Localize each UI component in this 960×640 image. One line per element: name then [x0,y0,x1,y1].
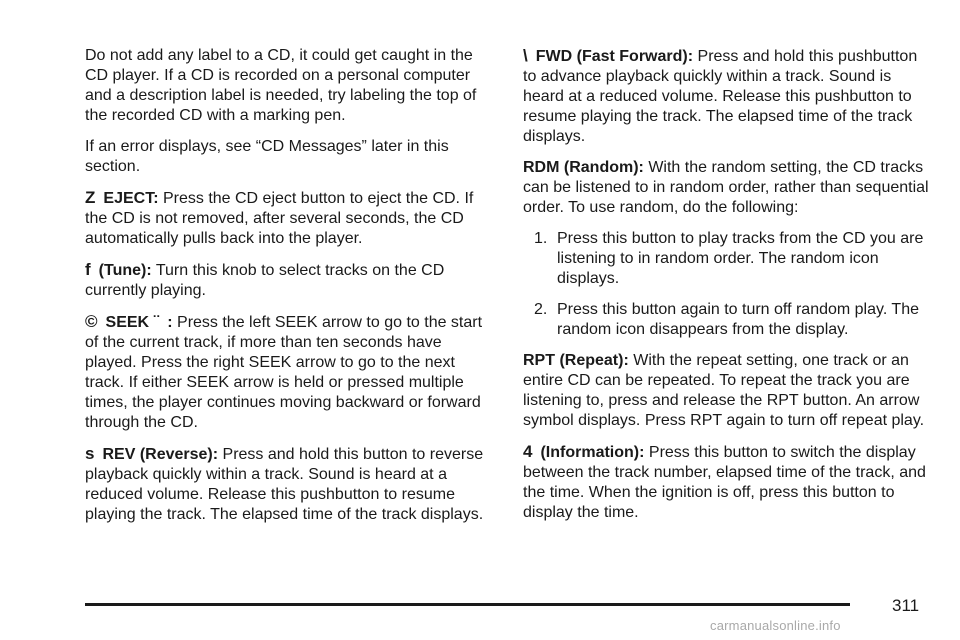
seek-left-icon: © [85,312,98,331]
watermark: carmanualsonline.info [710,618,841,633]
seek-colon: : [167,314,173,331]
tune-text: Turn this knob to select tracks on the CD currently playing. [85,262,445,299]
seek-label: SEEK [105,314,150,331]
cd-label-paragraph: Do not add any label to a CD, it could get caught in the CD player. If a CD is recorded on a personal computer and a description label is needed, try labeling the top of the recorded CD with a marking pen. [85,47,477,124]
fast-forward-icon: \ [523,46,528,65]
list-item [523,300,933,340]
step-text: Press this button again to turn off random play. The random icon disappears from the display. [557,301,919,338]
eject-text: Press the CD eject button to eject the CD. If the CD is not removed, after several seconds, the CD automatically pulls back into the player. [85,190,474,247]
info-label: (Information): [540,444,645,461]
eject-paragraph [85,188,495,249]
music-note-icon: f [85,260,91,279]
right-column [523,46,933,534]
step-number: 2. [534,301,548,318]
seek-text: Press the left SEEK arrow to go to the start of the current track, if more than ten seconds have played. Press the right SEEK arrow to go to the next track. If either SEEK arrow is held or pressed multiple times, the player continues moving backward or forward through the CD. [85,314,483,431]
seek-paragraph [85,312,495,433]
fwd-text: Press and hold this pushbutton to advance playback quickly within a track. Sound is heard at a reduced volume. Release this pushbutton to resume playing the track. The elapsed time of the track displays. [523,48,918,145]
rev-paragraph [85,444,495,525]
page-number: 311 [892,596,920,615]
rdm-text: With the random setting, the CD tracks can be listened to in random order, rather than sequential order. To use random, do the following: [523,159,929,216]
rev-text: Press and hold this button to reverse playback quickly within a track. Sound is heard at a reduced volume. Release this pushbutton to resume playing the track. The elapsed time of the track displays. [85,446,484,523]
list-item [523,229,933,289]
step-number: 1. [534,230,548,247]
tune-label: (Tune): [98,262,152,279]
tune-paragraph [85,260,495,301]
info-paragraph [523,442,933,523]
fwd-paragraph [523,46,933,147]
error-paragraph: If an error displays, see “CD Messages” later in this section. [85,138,449,175]
info-text: Press this button to switch the display between the track number, elapsed time of the track, and the time. When the ignition is off, press this button to display the time. [523,444,926,521]
eject-icon: Z [85,188,96,207]
reverse-icon: s [85,444,95,463]
fwd-label: FWD (Fast Forward): [535,48,694,65]
rpt-text: With the repeat setting, one track or an entire CD can be repeated. To repeat the track you are listening to, press and release the RPT button. An arrow symbol displays. Press RPT again to turn off repeat play. [523,352,925,429]
rdm-label: RDM (Random): [523,159,644,176]
seek-right-icon: ¨ [153,312,160,331]
eject-label: EJECT: [103,190,159,207]
rdm-paragraph [523,158,933,218]
info-icon: 4 [523,442,533,461]
footer-rule [85,603,850,606]
rpt-label: RPT (Repeat): [523,352,629,369]
left-column [85,46,495,536]
rev-label: REV (Reverse): [102,446,219,463]
random-steps-list [523,229,933,340]
rpt-paragraph [523,351,933,431]
step-text: Press this button to play tracks from the CD you are listening to in random order. The random icon displays. [557,230,924,287]
